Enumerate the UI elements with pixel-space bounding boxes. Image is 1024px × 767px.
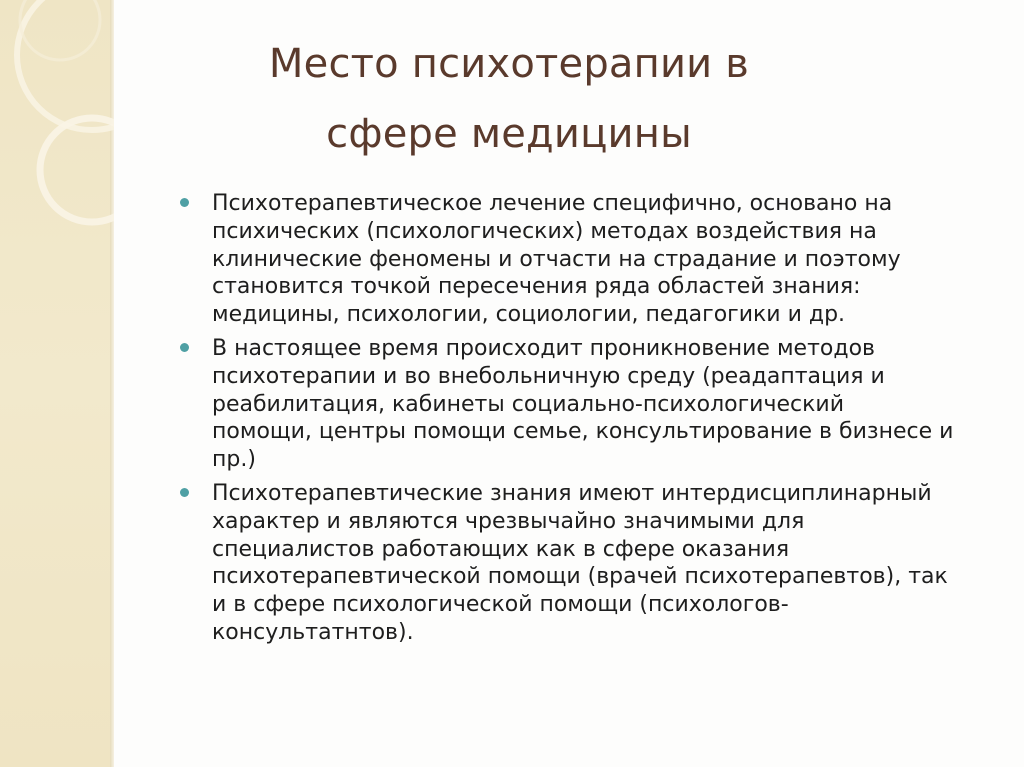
bullet-text-line: становится точкой пересечения ряда областей знания: [212,274,861,300]
bullet-text-line: пр.) [212,447,256,473]
bullet-text-line: медицины, психологии, социологии, педагогики и др. [212,302,846,328]
bullet-text-line: специалистов работающих как в сфере оказания [212,536,790,562]
bullet-text-line: Психотерапевтическое лечение специфично, основано на [212,191,893,216]
bullet-dot-icon [180,343,189,352]
bullet-dot-icon [180,198,189,207]
bullet-text-line: характер и являются чрезвычайно значимыми для [212,508,805,534]
bullet-text-line: консультатнтов). [212,619,414,645]
bullet-text-line: В настоящее время происходит проникновение методов [212,335,876,361]
bullet-list [178,190,1008,653]
decorative-circles-icon [0,0,114,300]
bullet-text-line: психических (психологических) методах воздействия на [212,218,877,244]
bullet-text-line: Психотерапевтические знания имеют интердисциплинарный [212,480,932,506]
bullet-dot-icon [180,488,189,497]
slide-title-line2: сфере медицины [326,111,692,157]
bullet-item-2 [178,335,1008,474]
bullet-text-line: психотерапии и во внебольничную среду (реадаптация и [212,363,885,389]
bullet-item-1 [178,190,1008,329]
bullet-text-line: клинические феномены и отчасти на страдание и поэтому [212,246,901,272]
bullet-text-line: и в сфере психологической помощи (психологов- [212,592,789,618]
bullet-text-line: психотерапевтической помощи (врачей психотерапевтов), так [212,564,948,590]
slide-title-line1: Место психотерапии в [268,41,750,87]
bullet-item-3 [178,480,1008,647]
bullet-text-line: помощи, центры помощи семье, консультирование в бизнесе и [212,419,954,445]
bullet-text-line: реабилитация, кабинеты социально-психологический [212,391,844,417]
